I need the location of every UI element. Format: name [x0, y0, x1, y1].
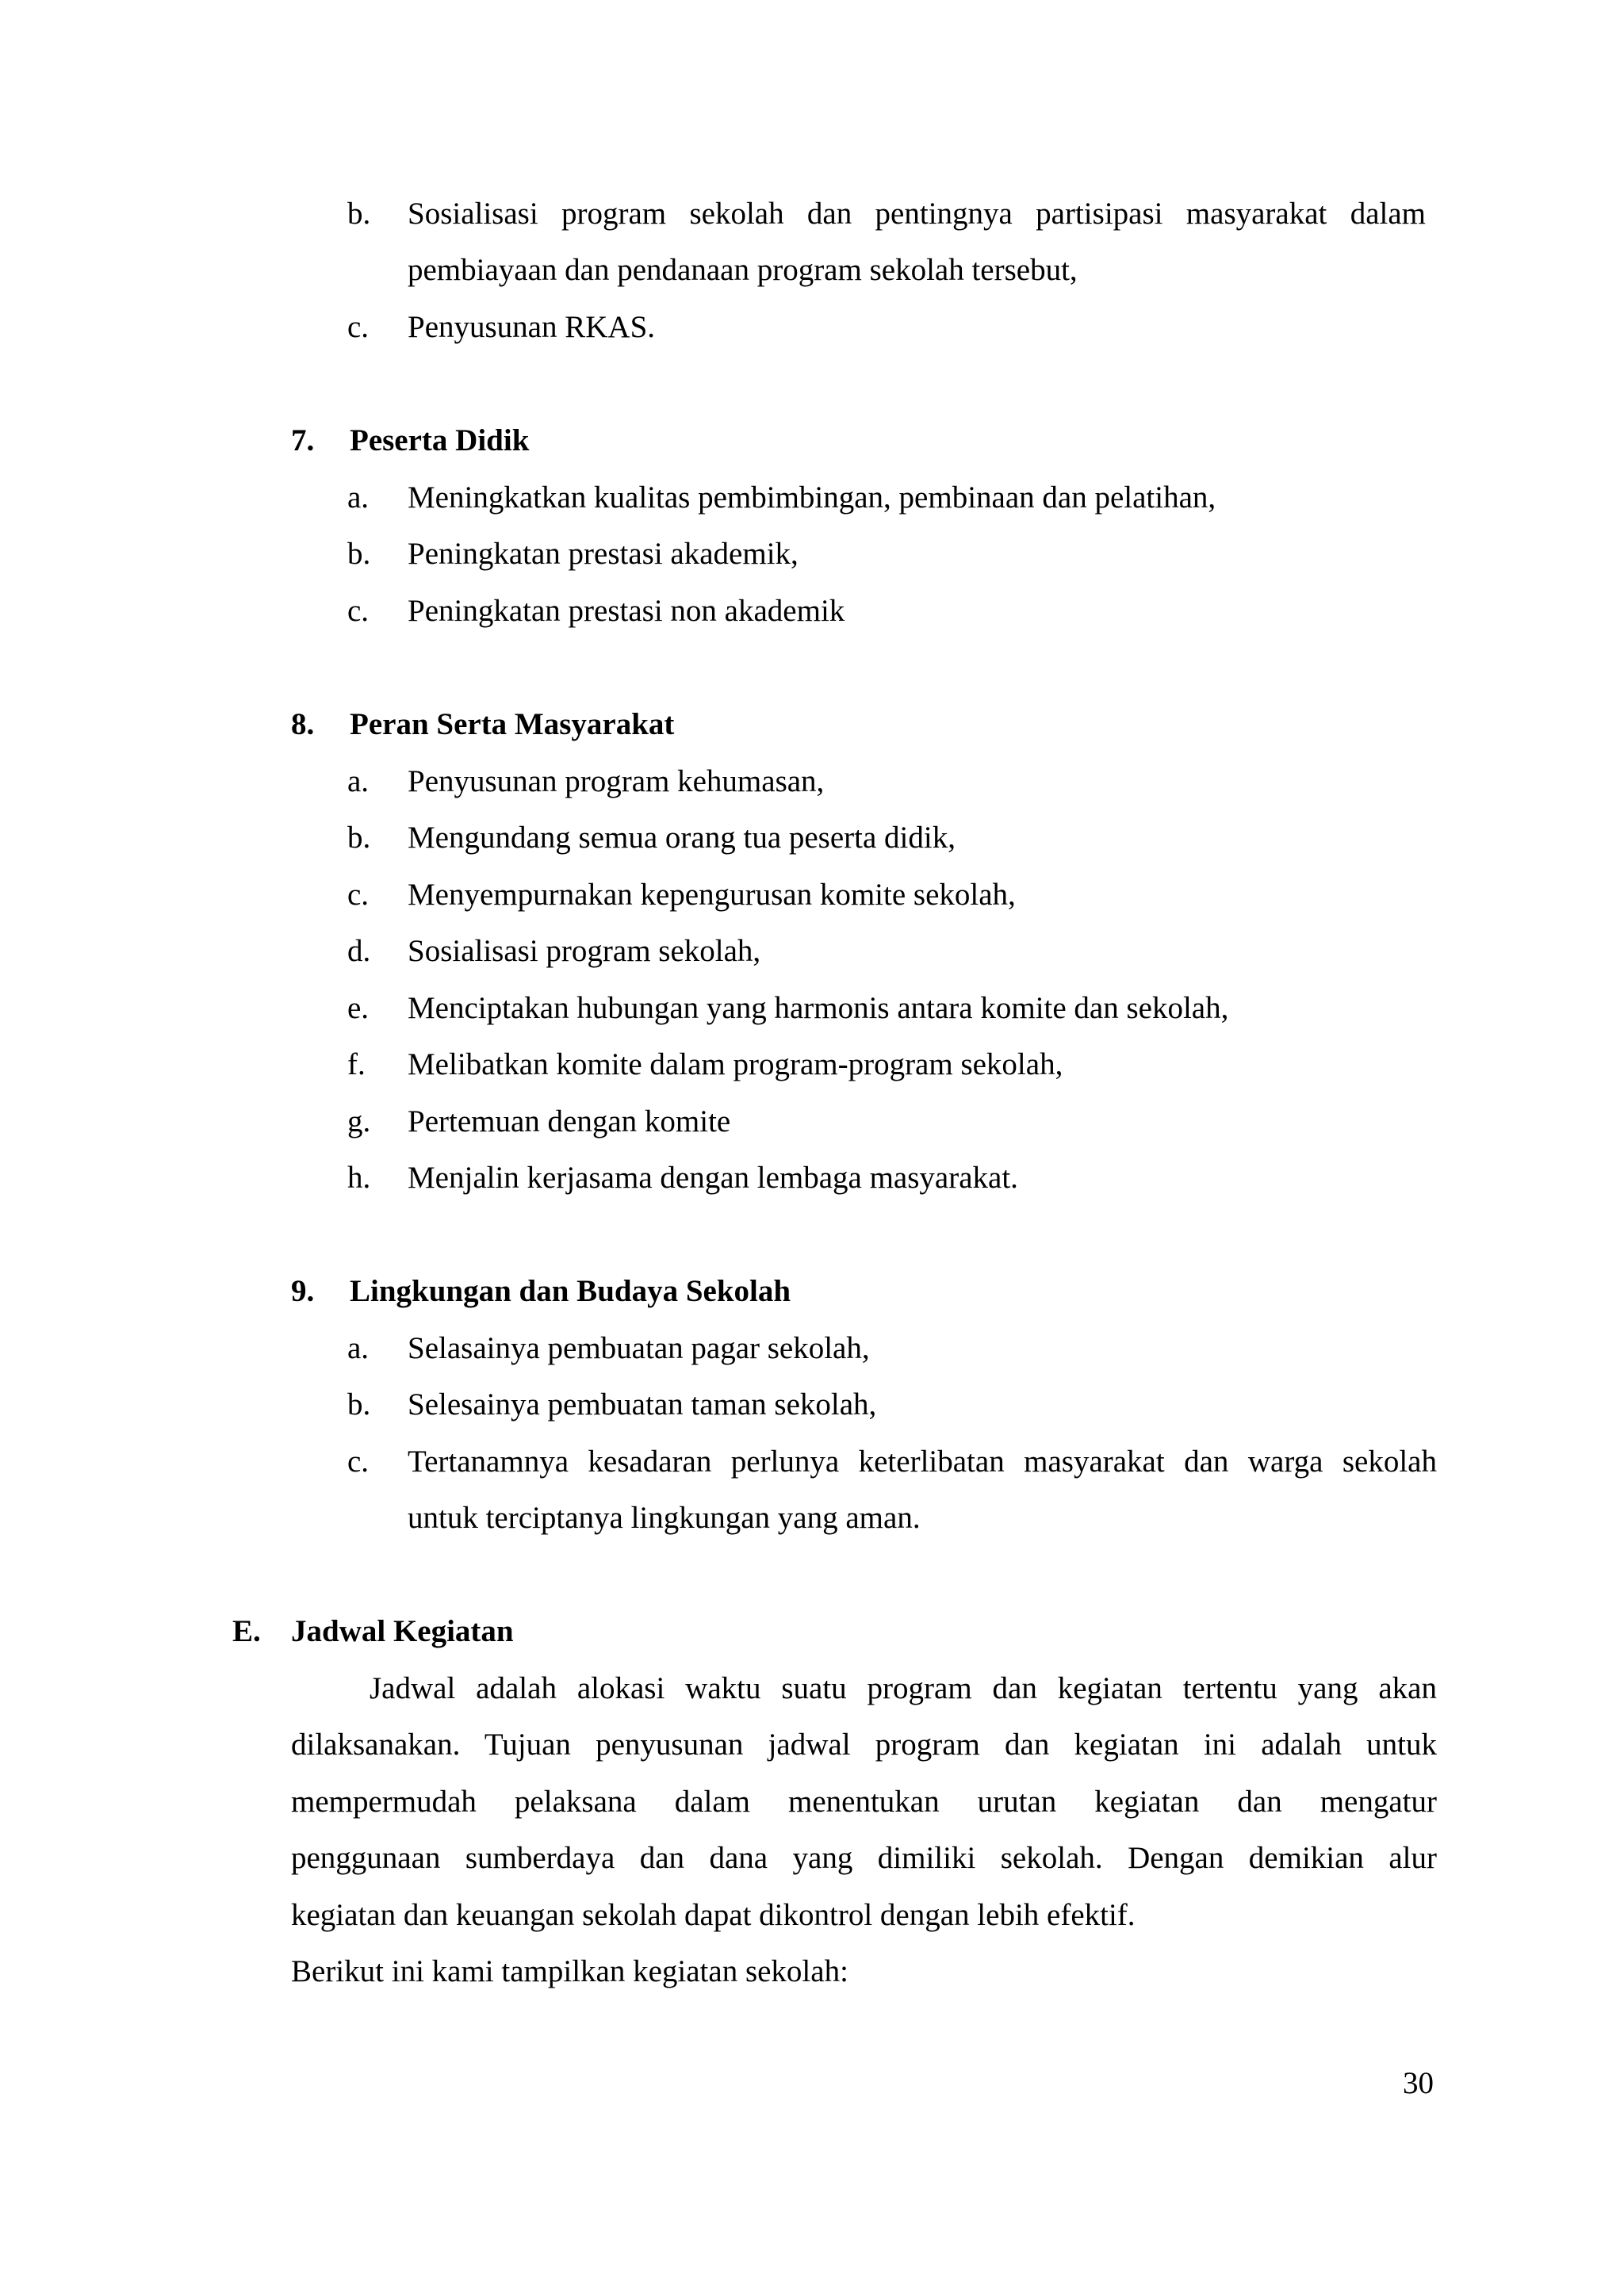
list-marker: b.	[347, 197, 371, 231]
list-item-text: Selasainya pembuatan pagar sekolah,	[408, 1331, 870, 1365]
paragraph-line: kegiatan dan keuangan sekolah dapat dikontrol dengan lebih efektif.	[291, 1898, 1136, 1932]
closing-line: Berikut ini kami tampilkan kegiatan sekolah:	[291, 1954, 848, 1988]
list-item-text: Sosialisasi program sekolah,	[408, 934, 761, 968]
list-marker: a.	[347, 764, 370, 798]
list-item-text: Tertanamnya kesadaran perlunya keterlibatan masyarakat dan warga sekolah	[408, 1445, 1437, 1479]
section-title: Lingkungan dan Budaya Sekolah	[350, 1274, 791, 1308]
section-title: Peran Serta Masyarakat	[350, 707, 675, 741]
list-marker: c.	[347, 310, 370, 344]
list-marker: h.	[347, 1161, 371, 1195]
list-item-text: Peningkatan prestasi non akademik	[408, 594, 845, 628]
list-item-text: Penyusunan program kehumasan,	[408, 764, 825, 798]
list-marker: c.	[347, 594, 370, 628]
list-marker: b.	[347, 537, 371, 571]
section-number: 7.	[291, 423, 315, 457]
list-marker: e.	[347, 991, 370, 1025]
list-item-text: Mengundang semua orang tua peserta didik,	[408, 821, 956, 855]
list-item-text: Penyusunan RKAS.	[408, 310, 656, 344]
section-number: 8.	[291, 707, 315, 741]
list-item-text: Sosialisasi program sekolah dan pentingnya partisipasi masyarakat dalam	[408, 197, 1426, 231]
paragraph-line: mempermudah pelaksana dalam menentukan urutan kegiatan dan mengatur	[291, 1785, 1437, 1819]
list-item-text: Melibatkan komite dalam program-program sekolah,	[408, 1047, 1063, 1081]
section-number: 9.	[291, 1274, 315, 1308]
list-item-text: Pertemuan dengan komite	[408, 1104, 731, 1138]
list-marker: g.	[347, 1104, 371, 1138]
list-marker: c.	[347, 878, 370, 912]
list-marker: b.	[347, 1387, 371, 1422]
list-marker: f.	[347, 1047, 366, 1081]
list-marker: a.	[347, 480, 370, 515]
list-marker: c.	[347, 1445, 370, 1479]
list-item-text: Menjalin kerjasama dengan lembaga masyarakat.	[408, 1161, 1018, 1195]
paragraph-line: dilaksanakan. Tujuan penyusunan jadwal program dan kegiatan ini adalah untuk	[291, 1728, 1437, 1762]
section-title: Peserta Didik	[350, 423, 530, 457]
list-item-text: Peningkatan prestasi akademik,	[408, 537, 799, 571]
list-item-text: Menyempurnakan kepengurusan komite sekolah,	[408, 878, 1016, 912]
paragraph-line: Jadwal adalah alokasi waktu suatu program dan kegiatan tertentu yang akan	[370, 1671, 1437, 1705]
list-item-text: Menciptakan hubungan yang harmonis antara komite dan sekolah,	[408, 991, 1229, 1025]
page-number: 30	[1403, 2066, 1434, 2100]
list-item-text: pembiayaan dan pendanaan program sekolah tersebut,	[408, 253, 1078, 287]
section-title: Jadwal Kegiatan	[291, 1614, 514, 1648]
section-letter: E.	[232, 1614, 261, 1648]
paragraph-line: penggunaan sumberdaya dan dana yang dimiliki sekolah. Dengan demikian alur	[291, 1841, 1437, 1875]
list-marker: a.	[347, 1331, 370, 1365]
list-marker: b.	[347, 821, 371, 855]
list-item-text: untuk terciptanya lingkungan yang aman.	[408, 1501, 921, 1535]
list-marker: d.	[347, 934, 371, 968]
list-item-text: Meningkatkan kualitas pembimbingan, pembinaan dan pelatihan,	[408, 480, 1216, 515]
list-item-text: Selesainya pembuatan taman sekolah,	[408, 1387, 877, 1422]
